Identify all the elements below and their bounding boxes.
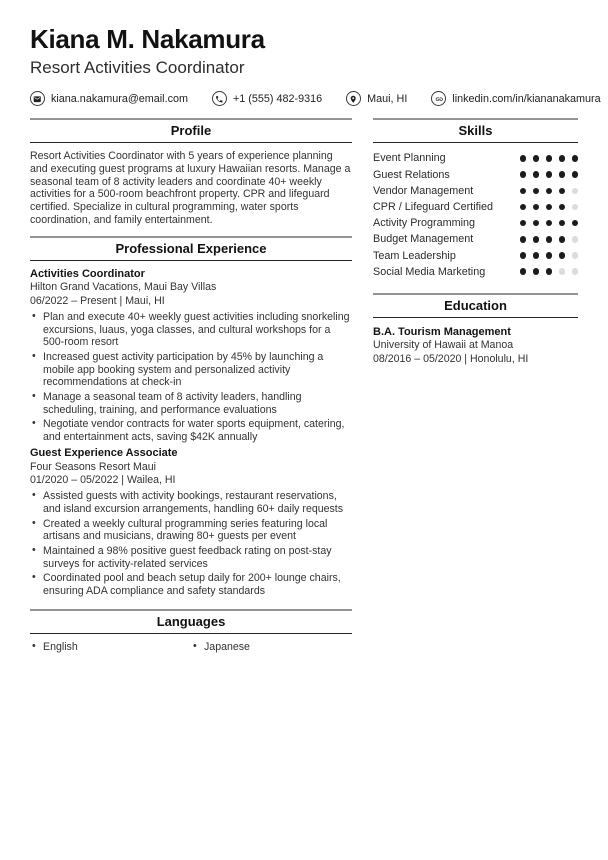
job-entry — [30, 447, 352, 598]
rating-dot-filled — [572, 220, 579, 227]
rating-dot-empty — [572, 188, 579, 195]
languages-section-heading — [30, 609, 352, 634]
contact-phone-text: +1 (555) 482-9316 — [232, 92, 323, 105]
skill-label: Team Leadership — [373, 249, 456, 262]
skill-row — [373, 231, 578, 247]
job-bullet-list — [30, 490, 352, 598]
skill-row — [373, 247, 578, 263]
job-bullet: • Plan and execute 40+ weekly guest activities including snorkeling excursions, luaus, yoga classes, and cultural workshops for a 500-room resort — [30, 311, 352, 349]
link-icon — [431, 91, 446, 106]
contact-email-text: kiana.nakamura@email.com — [51, 92, 188, 105]
skill-rating-dots — [520, 236, 579, 243]
profile-heading-label: Profile — [170, 123, 212, 139]
candidate-name: Kiana M. Nakamura — [30, 24, 265, 54]
rating-dot-empty — [572, 252, 579, 259]
job-list — [30, 268, 352, 598]
candidate-job-title: Resort Activities Coordinator — [30, 58, 245, 78]
experience-heading-label: Professional Experience — [115, 240, 267, 256]
contact-link-text: linkedin.com/in/kiananakamura — [452, 92, 601, 105]
rating-dot-empty — [559, 268, 566, 275]
job-bullet: • Maintained a 98% positive guest feedback rating on post-stay surveys for activity-related services — [30, 545, 352, 570]
skill-label: CPR / Lifeguard Certified — [373, 200, 494, 213]
education-heading-label: Education — [444, 297, 507, 313]
job-bullet: • Increased guest activity participation by 45% by launching a mobile app booking system and personalized activity recommendations at check-in — [30, 351, 352, 389]
rating-dot-filled — [559, 204, 566, 211]
email-icon — [30, 91, 45, 106]
contact-location-text: Maui, HI — [367, 92, 408, 105]
rating-dot-filled — [572, 155, 579, 162]
education-section-heading — [373, 293, 578, 318]
rating-dot-filled — [559, 188, 566, 195]
rating-dot-filled — [559, 252, 566, 259]
education-dates: 08/2016 – 05/2020 | Honolulu, HI — [373, 352, 529, 365]
job-title: Activities Coordinator — [30, 267, 145, 280]
skill-row — [373, 199, 578, 215]
job-bullet: • Manage a seasonal team of 8 activity leaders, handling scheduling, training, and performance evaluations — [30, 391, 352, 416]
resume-header — [30, 24, 601, 106]
skill-label: Budget Management — [373, 233, 474, 246]
contact-email — [30, 91, 188, 106]
job-bullet: • Created a weekly cultural programming series featuring local artisans and musicians, drawing 80+ guests per event — [30, 518, 352, 543]
skills-heading-label: Skills — [458, 123, 493, 139]
language-item: • English — [30, 641, 191, 653]
experience-section — [30, 236, 352, 598]
rating-dot-filled — [559, 171, 566, 178]
skill-rating-dots — [520, 268, 579, 275]
skill-rating-dots — [520, 171, 579, 178]
skills-section — [373, 118, 578, 280]
rating-dot-filled — [546, 236, 553, 243]
contact-phone — [212, 91, 322, 106]
skill-row — [373, 264, 578, 280]
job-title: Guest Experience Associate — [30, 446, 178, 459]
job-company: Hilton Grand Vacations, Maui Bay Villas — [30, 281, 217, 294]
rating-dot-filled — [520, 171, 527, 178]
rating-dot-filled — [520, 204, 527, 211]
rating-dot-filled — [533, 220, 540, 227]
job-bullet-list — [30, 311, 352, 444]
languages-section — [30, 609, 352, 653]
rating-dot-filled — [520, 252, 527, 259]
education-section — [373, 293, 578, 367]
job-bullet: • Coordinated pool and beach setup daily for 200+ lounge chairs, ensuring ADA compliance and safety standards — [30, 572, 352, 597]
contact-link — [431, 91, 600, 106]
degree-name: B.A. Tourism Management — [373, 325, 511, 338]
rating-dot-filled — [559, 220, 566, 227]
job-dates-location: 01/2020 – 05/2022 | Wailea, HI — [30, 474, 176, 487]
rating-dot-filled — [533, 236, 540, 243]
skill-row — [373, 150, 578, 166]
job-entry — [30, 268, 352, 444]
skill-rating-dots — [520, 220, 579, 227]
skill-label: Guest Relations — [373, 168, 450, 181]
job-company: Four Seasons Resort Maui — [30, 460, 157, 473]
skills-section-heading — [373, 118, 578, 143]
experience-section-heading — [30, 236, 352, 261]
skill-label: Vendor Management — [373, 184, 474, 197]
job-bullet: • Negotiate vendor contracts for water sports equipment, catering, and entertainment acts, saving $42K annually — [30, 418, 352, 443]
rating-dot-filled — [520, 220, 527, 227]
skill-row — [373, 215, 578, 231]
school-name: University of Hawaii at Manoa — [373, 339, 514, 352]
phone-icon — [212, 91, 227, 106]
rating-dot-filled — [546, 171, 553, 178]
rating-dot-filled — [520, 188, 527, 195]
rating-dot-filled — [533, 155, 540, 162]
language-item: • Japanese — [191, 641, 352, 653]
rating-dot-empty — [572, 204, 579, 211]
rating-dot-empty — [572, 268, 579, 275]
job-bullet: • Assisted guests with activity bookings, restaurant reservations, and island excursion arrangements, handling 60+ daily requests — [30, 490, 352, 515]
contact-row — [30, 91, 601, 106]
skill-label: Event Planning — [373, 152, 446, 165]
rating-dot-filled — [520, 236, 527, 243]
rating-dot-filled — [533, 204, 540, 211]
rating-dot-filled — [533, 171, 540, 178]
job-dates-location: 06/2022 – Present | Maui, HI — [30, 295, 165, 308]
skill-rating-dots — [520, 204, 579, 211]
skill-row — [373, 183, 578, 199]
right-column — [373, 118, 578, 661]
language-list — [30, 641, 352, 653]
profile-section — [30, 118, 352, 226]
rating-dot-filled — [520, 155, 527, 162]
rating-dot-filled — [533, 188, 540, 195]
rating-dot-filled — [546, 252, 553, 259]
skill-rating-dots — [520, 155, 579, 162]
rating-dot-filled — [559, 236, 566, 243]
skill-list — [373, 150, 578, 280]
rating-dot-filled — [546, 188, 553, 195]
contact-location — [346, 91, 407, 106]
skill-rating-dots — [520, 188, 579, 195]
education-entry — [373, 325, 578, 367]
skill-rating-dots — [520, 252, 579, 259]
rating-dot-filled — [546, 204, 553, 211]
rating-dot-filled — [546, 268, 553, 275]
rating-dot-filled — [520, 268, 527, 275]
rating-dot-empty — [572, 236, 579, 243]
skill-label: Social Media Marketing — [373, 265, 486, 278]
location-icon — [346, 91, 361, 106]
rating-dot-filled — [533, 252, 540, 259]
rating-dot-filled — [533, 268, 540, 275]
rating-dot-filled — [559, 155, 566, 162]
rating-dot-filled — [546, 220, 553, 227]
profile-summary-text: Resort Activities Coordinator with 5 years of experience planning and executing guest programs at luxury Hawaiian resorts. Manage a seasonal team of 8 activity leaders and coordinate 40+ weekly activities for a 500-room beachfront property. CPR and lifeguard certified. Specialize in cultural programming, water sports coordination, and family entertainment. — [30, 150, 351, 226]
languages-heading-label: Languages — [156, 613, 226, 629]
skill-label: Activity Programming — [373, 217, 475, 230]
profile-section-heading — [30, 118, 352, 143]
skill-row — [373, 166, 578, 182]
left-column — [30, 118, 352, 661]
rating-dot-filled — [546, 155, 553, 162]
resume-body — [30, 118, 578, 661]
rating-dot-filled — [572, 171, 579, 178]
